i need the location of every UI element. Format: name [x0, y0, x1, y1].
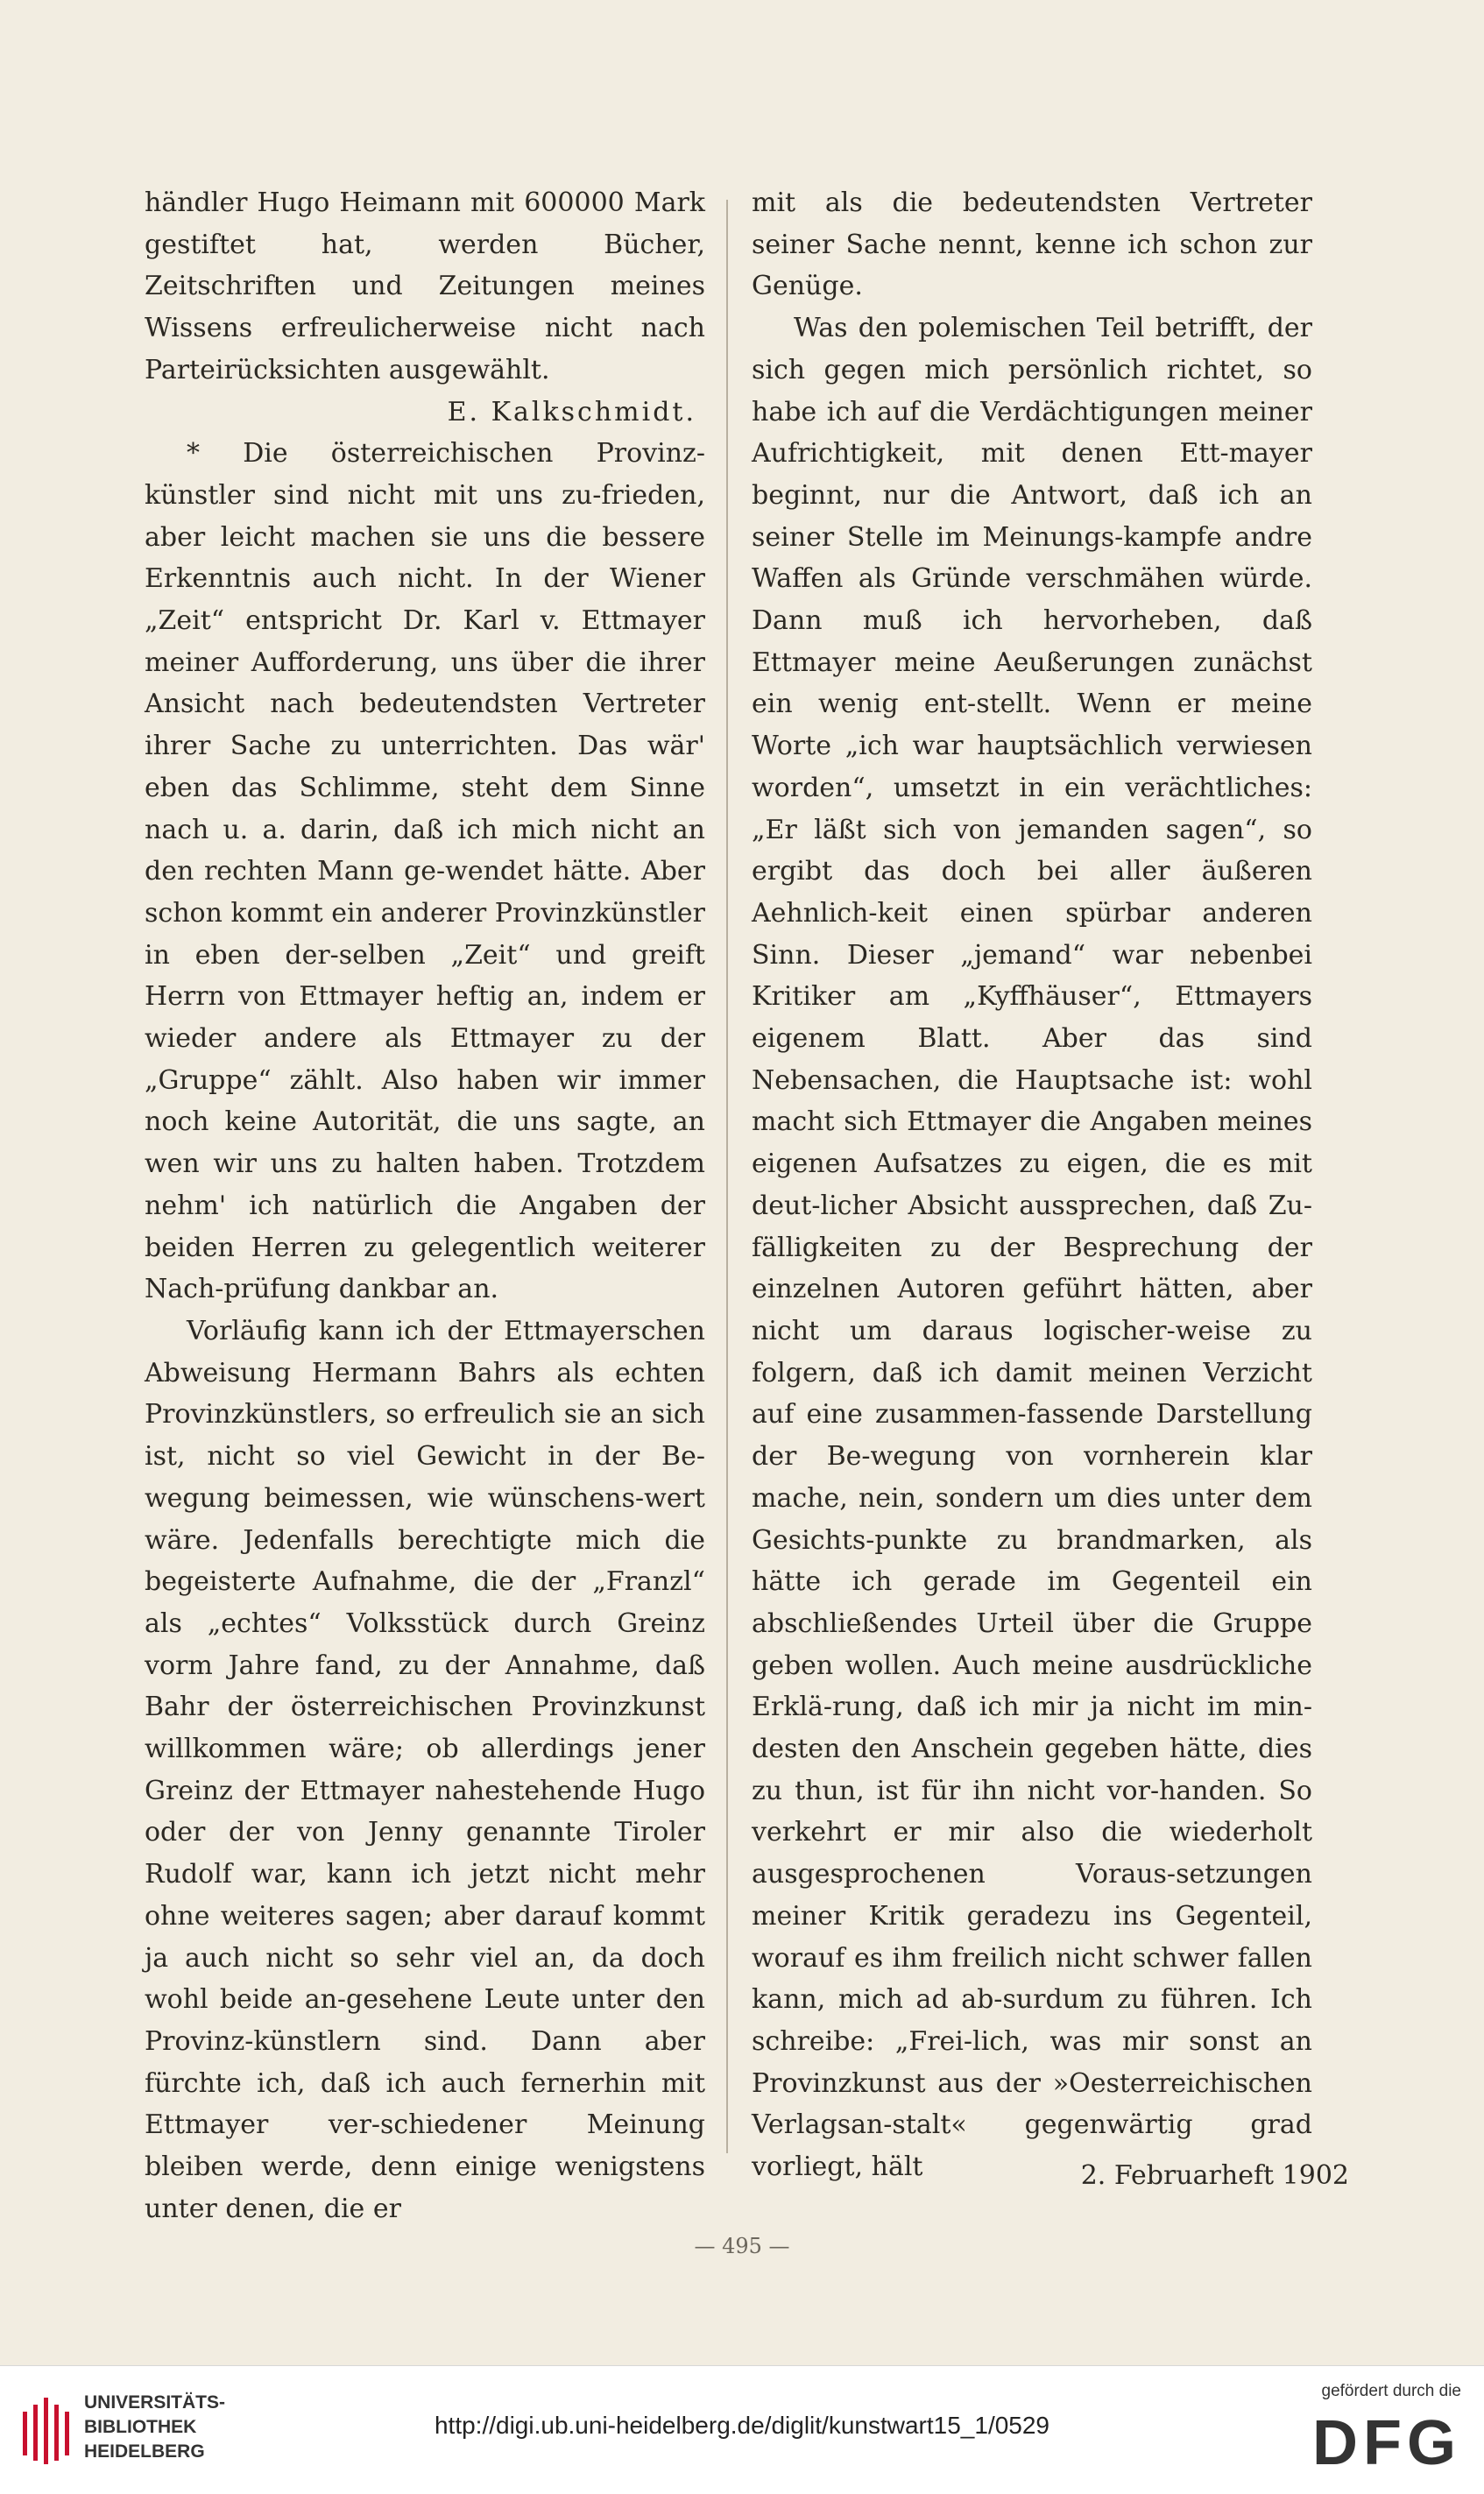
funded-by-text: gefördert durch die [1321, 2382, 1461, 2400]
university-name-line: BIBLIOTHEK [84, 2417, 197, 2437]
paragraph: händler Hugo Heimann mit 600000 Mark gestiftet hat, werden Bücher, Zeitschriften und Zeitungen meines Wissens erfreulicherweise nicht nach Parteirücksichten ausgewählt. [145, 187, 705, 385]
university-name-line: UNIVERSITÄTS- [84, 2392, 226, 2413]
footer-bar [0, 2365, 1484, 2494]
paragraph: mit als die bedeutendsten Vertreter seiner Sache nennt, kenne ich schon zur Genüge. [752, 187, 1312, 302]
column-divider [726, 200, 728, 2153]
source-url[interactable]: http://digi.ub.uni-heidelberg.de/diglit/kunstwart15_1/0529 [434, 2412, 1050, 2439]
paragraph: Vorläufig kann ich der Ettmayerschen Abweisung Hermann Bahrs als echten Provinzkünstlers, so erfreulich sie an sich ist, nicht so viel Gewicht in der Be-wegung beimessen, wie wünschens-wert wäre. Jedenfalls berechtigte mich die begeisterte Aufnahme, die der „Franzl“ als „echtes“ Volksstück durch Greinz vorm Jahre fand, zu der Annahme, daß Bahr der österreichischen Provinzkunst willkommen wäre; ob allerdings jener Greinz der Ettmayer nahestehende Hugo oder der von Jenny genannte Tiroler Rudolf war, kann ich jetzt nicht mehr ohne weiteres sagen; aber darauf kommt ja auch nicht so sehr viel an, da doch wohl beide an-gesehene Leute unter den Provinz-künstlern sind. Dann aber fürchte ich, daß ich auch fernerhin mit Ettmayer ver-schiedener Meinung bleiben werde, denn einige wenigstens unter denen, die er [145, 1315, 705, 2224]
signature-text: E. Kalkschmidt. [447, 396, 696, 427]
page-number: — 495 — [694, 2234, 790, 2258]
right-column [752, 182, 1312, 2188]
signature [145, 392, 705, 434]
university-name-line: HEIDELBERG [84, 2441, 205, 2462]
paragraph: * Die österreichischen Provinz-künstler sind nicht mit uns zu-frieden, aber leicht machen sie uns die bessere Erkenntnis auch nicht. In der Wiener „Zeit“ entspricht Dr. Karl v. Ettmayer meiner Aufforderung, uns über die ihrer Ansicht nach bedeutendsten Vertreter ihrer Sache zu unterrichten. Das wär' eben das Schlimme, steht dem Sinne nach u. a. darin, daß ich mich nicht an den rechten Mann ge-wendet hätte. Aber schon kommt ein anderer Provinzkünstler in eben der-selben „Zeit“ und greift Herrn von Ettmayer heftig an, indem er wieder andere als Ettmayer zu der „Gruppe“ zählt. Also haben wir immer noch keine Autorität, die uns sagte, an wen wir uns zu halten haben. Trotzdem nehm' ich natürlich die Angaben der beiden Herren zu gelegentlich weiterer Nach-prüfung dankbar an. [145, 438, 705, 1305]
paragraph: Was den polemischen Teil betrifft, der sich gegen mich persönlich richtet, so habe ich auf die Verdächtigungen meiner Aufrichtigkeit, mit denen Ett-mayer beginnt, nur die Antwort, daß ich an seiner Stelle im Meinungs-kampfe andre Waffen als Gründe verschmähen würde. Dann muß ich hervorheben, daß Ettmayer meine Aeußerungen zunächst ein wenig ent-stellt. Wenn er meine Worte „ich war hauptsächlich verwiesen worden“, umsetzt in ein verächtliches: „Er läßt sich von jemanden sagen“, so ergibt das doch bei aller äußeren Aehnlich-keit einen spürbar anderen Sinn. Dieser „jemand“ war nebenbei Kritiker am „Kyffhäuser“, Ettmayers eigenem Blatt. Aber das sind Nebensachen, die Hauptsache ist: wohl macht sich Ettmayer die Angaben meines eigenen Aufsatzes zu eigen, die es mit deut-licher Absicht aussprechen, daß Zu-fälligkeiten zu der Besprechung der einzelnen Autoren geführt hätten, aber nicht um daraus logischer-weise zu folgern, daß ich damit meinen Verzicht auf eine zusammen-fassende Darstellung der Be-wegung von vornherein klar mache, nein, sondern um dies unter dem Gesichts-punkte zu brandmarken, als hätte ich gerade im Gegenteil ein abschließendes Urteil über die Gruppe geben wollen. Auch meine ausdrückliche Erklä-rung, daß ich mir ja nicht im min-desten den Anschein gegeben hätte, dies zu thun, ist für ihn nicht vor-handen. So verkehrt er mir also die wiederholt ausgesprochenen Voraus-setzungen meiner Kritik geradezu ins Gegenteil, worauf es ihm freilich nicht schwer fallen kann, mich ad ab-surdum zu führen. Ich schreibe: „Frei-lich, was mir sonst an Provinzkunst aus der »Oesterreichischen Verlagsan-stalt« gegenwärtig grad vorliegt, hält [752, 313, 1312, 2183]
left-column [145, 182, 705, 2229]
dfg-logo: DFG [1312, 2408, 1461, 2478]
issue-line: 2. Februarheft 1902 [1080, 2160, 1349, 2191]
